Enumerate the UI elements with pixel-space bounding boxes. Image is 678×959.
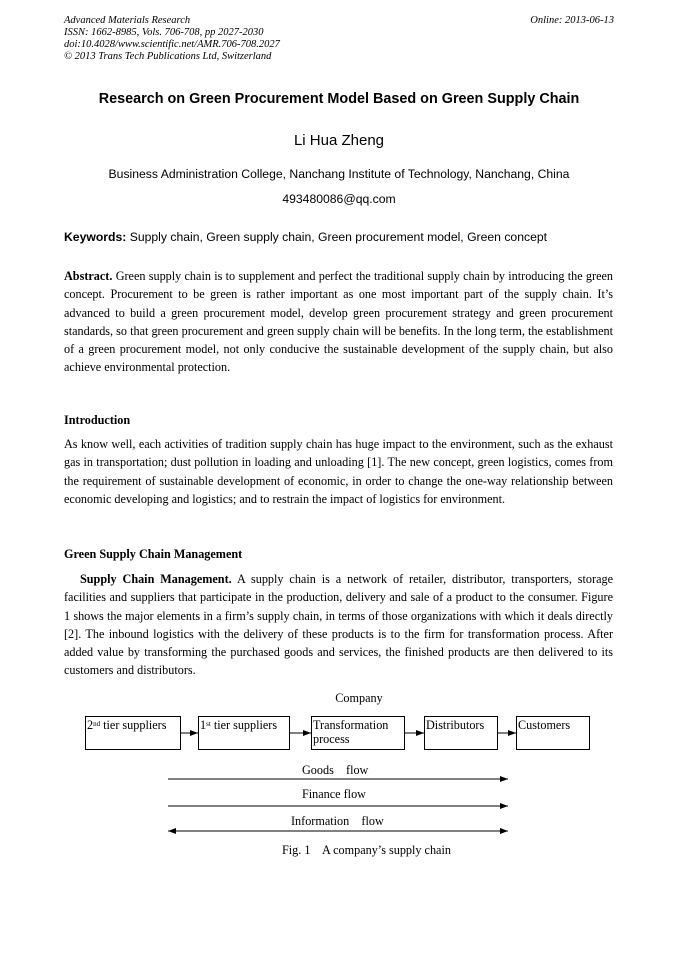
journal-issn: ISSN: 1662-8985, Vols. 706-708, pp 2027-2030 [64, 27, 264, 38]
keywords-text: Supply chain, Green supply chain, Green procurement model, Green concept [129, 230, 548, 244]
tier2-label: tier suppliers [100, 718, 167, 732]
tier2-suffix: nd [93, 720, 101, 728]
tier2-number: 2 [87, 718, 94, 732]
box-customers: Customers [516, 716, 590, 750]
tier1-label: tier suppliers [210, 718, 278, 732]
journal-copyright: © 2013 Trans Tech Publications Ltd, Switzerland [64, 51, 272, 62]
tier1-number: 1 [200, 718, 207, 732]
box-transformation-process: Transformation process [311, 716, 405, 750]
tier1-suffix: st [206, 720, 211, 728]
online-date: Online: 2013-06-13 [530, 15, 614, 26]
introduction-text: As know well, each activities of tradition supply chain has huge impact to the environment, such as the exhaust gas in transportation; dust pollution in loading and unloading [1]. The new concept, green logistics, comes from the requirement of sustainable development of economic, in order to change the one-way relationship between economic developing and logistics; and to restrain the impact of logistics for environment. [64, 437, 613, 506]
gscm-lead: Supply Chain Management. [80, 572, 232, 586]
abstract-text: Green supply chain is to supplement and perfect the traditional supply chain by introducing the green concept. Procurement to be green is rather important as one most important part of the supply chain. It’s advanced to build a green procurement model, develop green procurement strategy and green procurement standards, so that green procurement and green supply chain will be benefits. In the long term, the establishment of a green procurement model, not only conducive the sustainable development of the supply chain, but also achieve environmental protection. [64, 269, 613, 375]
author-affiliation: Business Administration College, Nanchang Institute of Technology, Nanchang, China [108, 167, 570, 181]
journal-name: Advanced Materials Research [64, 15, 191, 26]
information-flow-label: Information flow [291, 814, 384, 828]
goods-flow-label: Goods flow [302, 763, 369, 777]
abstract-label: Abstract. [64, 269, 113, 283]
figure-company-label: Company [335, 691, 383, 705]
author-name: Li Hua Zheng [293, 132, 385, 149]
journal-doi: doi:10.4028/www.scientific.net/AMR.706-708.2027 [64, 39, 280, 50]
figure-caption: Fig. 1 A company’s supply chain [282, 843, 451, 857]
gscm-text: A supply chain is a network of retailer, distributor, transporters, storage facilities and suppliers that participate in the production, delivery and sale of a product to the consumer. Figure 1 shows the major elements in a firm’s supply chain, in terms of those organizations with which it deals directly [2]. The inbound logistics with the delivery of these products is to the firm for transformation process. After added value by transforming the purchased goods and services, the finished products are then delivered to its customers and distributors. [64, 572, 613, 678]
paper-title: Research on Green Procurement Model Based on Green Supply Chain [98, 91, 580, 107]
introduction-heading: Introduction [64, 413, 131, 427]
finance-flow-label: Finance flow [302, 787, 366, 801]
keywords-label: Keywords: [64, 230, 127, 244]
gscm-heading: Green Supply Chain Management [64, 547, 243, 561]
author-email: 493480086@qq.com [282, 192, 396, 206]
box-distributors: Distributors [424, 716, 498, 750]
